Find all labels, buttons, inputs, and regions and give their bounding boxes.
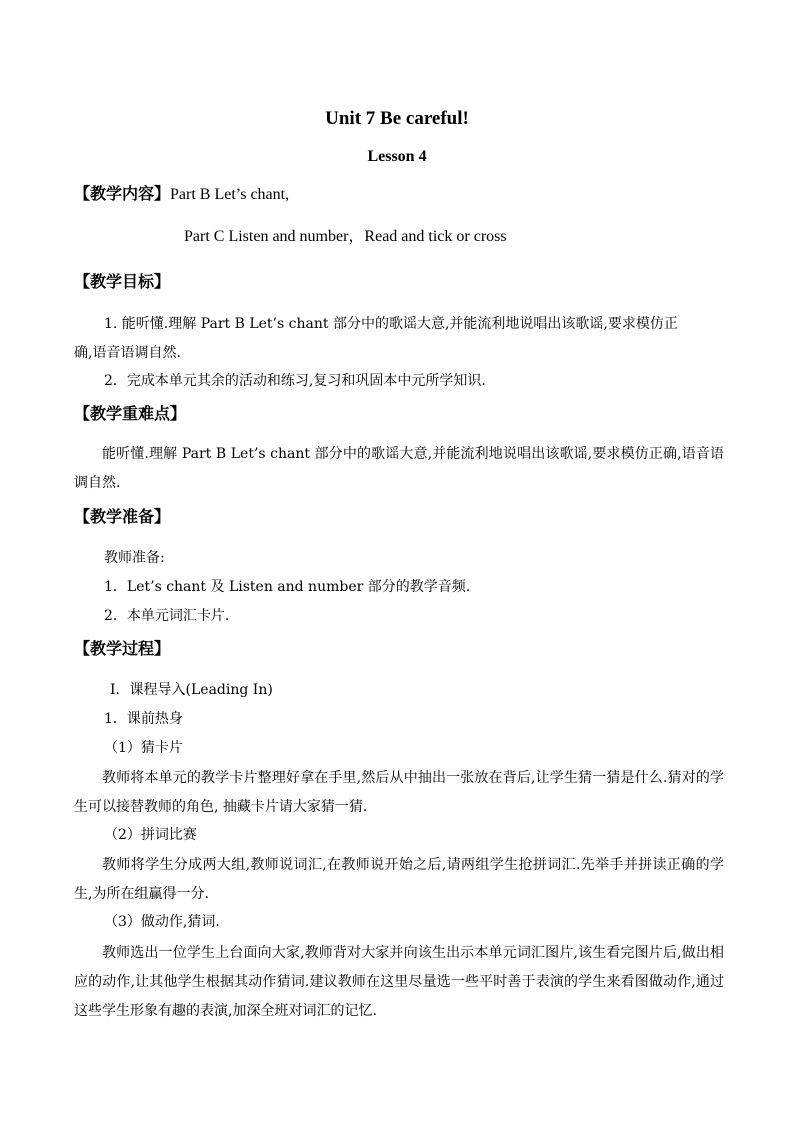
- objective-item-2: 2．完成本单元其余的活动和练习,复习和巩固本中元所学知识.: [104, 373, 486, 389]
- preparation-intro: 教师准备:: [104, 550, 165, 566]
- process-sub-2: （2）拼词比赛: [104, 827, 197, 843]
- preparation-item-1: 1．Let’s chant 及 Listen and number 部分的教学音频.: [104, 579, 471, 595]
- process-step-1: 1．课前热身: [104, 711, 183, 727]
- process-section-1: Ⅰ．课程导入(Leading In): [110, 682, 273, 698]
- keypoints-paragraph: 能听懂.理解 Part B Let’s chant 部分中的歌谣大意,并能流利地说唱出该歌谣,要求模仿正确,语音语调自然.: [74, 446, 724, 491]
- content-line-1: Part B Let’s chant,: [170, 186, 290, 203]
- content-heading: 【教学内容】: [74, 184, 171, 203]
- objective-item-1b: 确,语音语调自然.: [74, 345, 181, 361]
- preparation-heading: 【教学准备】: [74, 507, 171, 526]
- unit-title: Unit 7 Be careful!: [325, 108, 469, 129]
- content-line-2: Part C Listen and number，Read and tick or cross: [184, 228, 507, 245]
- process-heading: 【教学过程】: [74, 639, 171, 658]
- keypoints-heading: 【教学重难点】: [74, 404, 187, 423]
- process-sub-1: （1）猜卡片: [104, 740, 183, 756]
- objectives-heading: 【教学目标】: [74, 272, 171, 291]
- objective-item-1a: 1. 能听懂.理解 Part B Let’s chant 部分中的歌谣大意,并能流利地说唱出该歌谣,要求模仿正: [104, 316, 678, 332]
- process-sub-3: （3）做动作,猜词.: [104, 914, 220, 930]
- process-sub-3-text: 教师选出一位学生上台面向大家,教师背对大家并向该生出示本单元词汇图片,该生看完图片后,做出相应的动作,让其他学生根据其动作猜词.建议教师在这里尽量选一些平时善于表演的学生来看图做动作,通过这些学生形象有趣的表演,加深全班对词汇的记忆.: [74, 945, 724, 1019]
- content-heading-row: [74, 184, 289, 205]
- preparation-item-2: 2．本单元词汇卡片.: [104, 608, 230, 624]
- lesson-title: Lesson 4: [367, 148, 427, 165]
- process-sub-1-text: 教师将本单元的教学卡片整理好拿在手里,然后从中抽出一张放在背后,让学生猜一猜是什么.猜对的学生可以接替教师的角色, 抽藏卡片请大家猜一猜.: [74, 770, 724, 815]
- process-sub-2-text: 教师将学生分成两大组,教师说词汇,在教师说开始之后,请两组学生抢拼词汇.先举手并拼读正确的学生,为所在组赢得一分.: [74, 857, 724, 902]
